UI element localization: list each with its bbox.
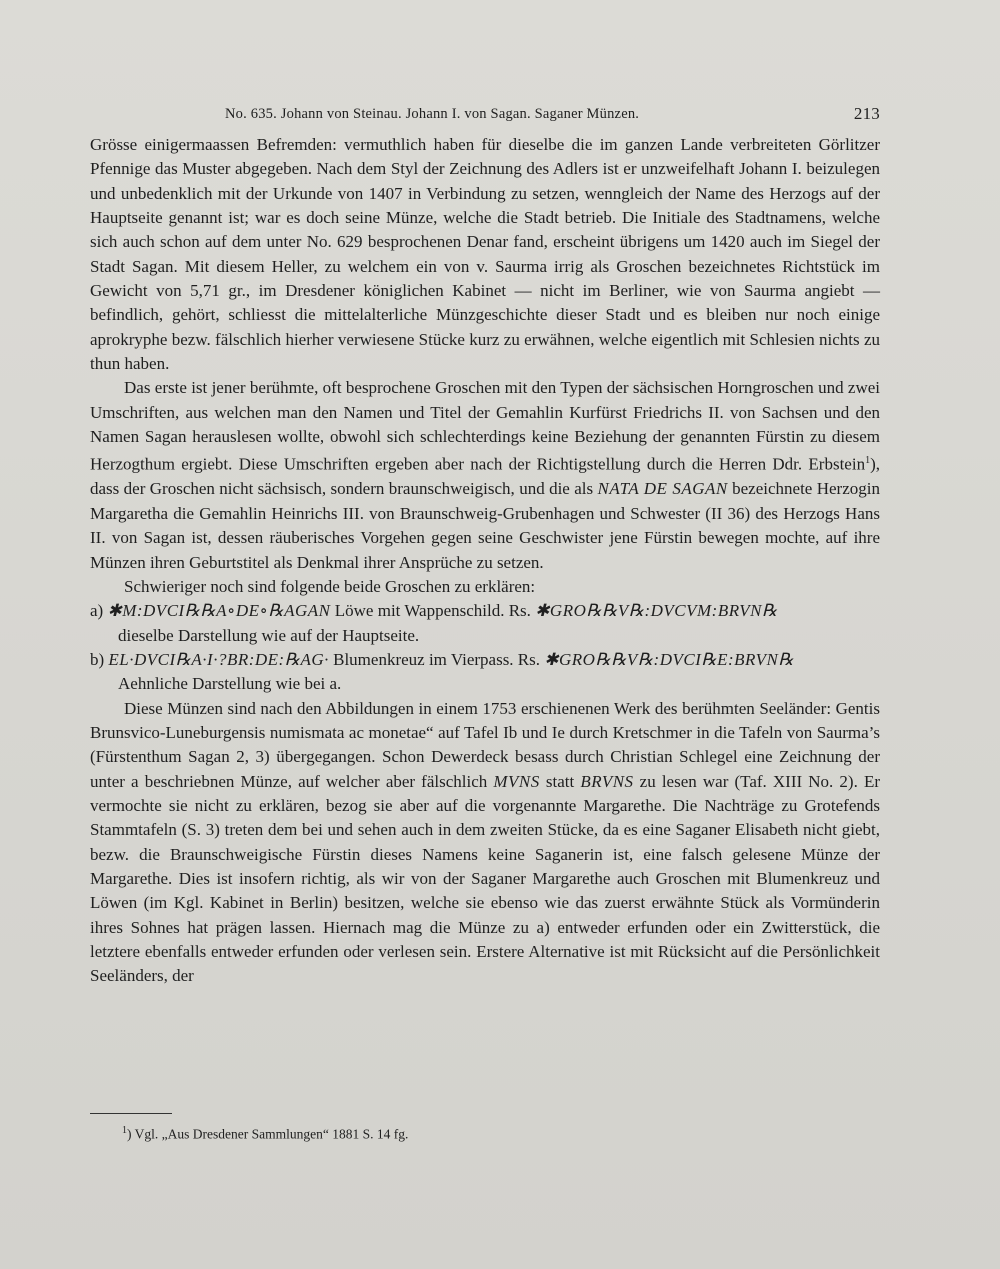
entry-a-label: a) [90,601,108,621]
entry-b-label: b) [90,649,109,669]
entry-a-obverse-inscription: ✱M:DVCI℞℞A∘DE∘℞AGAN [107,601,331,621]
inscription-bruns: BRVNS [580,771,634,791]
paragraph-4-part-b: statt [539,771,581,791]
running-title: No. 635. Johann von Steinau. Johann I. von Sagan. Saganer Münzen. [225,106,640,122]
paragraph-2-part-c: bezeichnete Herzogin Margaretha die Gemahlin Heinrichs III. von Braunschweig-Grubenhagen und Schwester (II 36) des Herzogs Hans II. von Sagan ist, dessen räuberisches Vorgehen gegen seine Geschwister jene Fürstin bewegen mochte, auf ihre Münzen ihren Geburtstitel als Denkmal ihrer Ansprüche zu setzen. [90,479,880,572]
page-header [90,104,880,130]
paragraph-4-part-a: Diese Münzen sind nach den Abbildungen in einem 1753 erschienenen Werk des berühmten Seeländer: Gentis Brunsvico-Luneburgensis numismata ac monetae“ auf Tafel Ib und Ie durch Kretschmer in die Tafeln von Saurma’s (Fürstenthum Sagan 2, 3) übergegangen. Schon Dewerdeck besass durch Christian Schlegel eine Zeichnung der unter a beschriebnen Münze, auf welcher aber fälschlich [90,698,880,791]
inscription-nata-de-sagan: NATA DE SAGAN [597,479,728,499]
paragraph-1: Grösse einigermaassen Befremden: vermuthlich haben für dieselbe die im ganzen Lande verbreiteten Görlitzer Pfennige das Muster abgegeben. Nach dem Styl der Zeichnung des Adlers ist er unzweifelhaft Johann I. beizulegen und unbedenklich mit der Urkunde von 1407 in Verbindung zu setzen, wenngleich der Name des Herzogs auf der Hauptseite genannt ist; war es doch seine Münze, welche die Stadt betrieb. Die Initiale des Stadtnamens, welche sich auch schon auf dem unter No. 629 besprochenen Denar fand, erscheint übrigens um 1420 auch im Siegel der Stadt Sagan. Mit diesem Heller, zu welchem ein von v. Saurma irrig als Groschen bezeichnetes Richtstück im Gewicht von 5,71 gr., im Dresdener königlichen Kabinet — nicht im Berliner, wie von Saurma angiebt — befindlich, gehört, schliesst die mittelalterliche Münzgeschichte dieser Stadt und es bleiben nur noch einige aprokryphe bezw. fälschlich hierher verwiesene Stücke kurz zu erwähnen, welche eigentlich mit Schlesien nichts zu thun haben. [90,135,880,374]
paragraph-2-part-a: Das erste ist jener berühmte, oft besprochene Groschen mit den Typen der sächsischen Horngroschen und zwei Umschriften, aus welchen man den Namen und Titel der Gemahlin Kurfürst Friedrichs II. von Sachsen und den Namen Sagan herauslesen wollte, obwohl sich schlechterdings keine Beziehung der genannten Fürstin zu diesem Herzogthum ergiebt. Diese Umschriften ergeben aber nach der Richtigstellung durch die Herren Ddr. Erbstein [90,378,880,475]
footnote-text: ) Vgl. „Aus Dresdener Sammlungen“ 1881 S. 14 fg. [127,1126,409,1142]
entry-a-reverse-inscription: ✱GRO℞℞V℞:DVCVM:BRVN℞ [535,601,778,621]
inscription-mvns: MVNS [493,771,540,791]
page-number: 213 [853,104,880,123]
entry-a-description: dieselbe Darstellung wie auf der Hauptseite. [118,625,420,645]
entry-a-text: Löwe mit Wappenschild. Rs. [330,601,536,621]
paragraph-2-part-b: ), dass der Groschen nicht sächsisch, sondern braunschweigisch, und die als [90,455,880,499]
coin-entry-a [90,599,880,623]
paragraph-4 [90,697,880,989]
entry-b-reverse-inscription: ✱GRO℞℞V℞:DVCI℞E:BRVN℞ [544,649,795,669]
footnote-reference: 1 [865,455,871,467]
paragraph-3: Schwieriger noch sind folgende beide Groschen zu erklären: [124,576,536,596]
coin-entry-b [90,648,880,672]
entry-b-text: Blumenkreuz im Vierpass. Rs. [328,649,545,669]
paragraph-2 [90,376,880,574]
entry-b-description: Aehnliche Darstellung wie bei a. [118,674,342,694]
paragraph-4-part-c: zu lesen war (Taf. XIII No. 2). Er vermochte sie nicht zu erklären, bezog sie aber auf die vorgenannte Margarethe. Die Nachträge zu Grotefends Stammtafeln (S. 3) treten dem bei und sehen auch in dem zweiten Stücke, da es eine Saganer Elisabeth nicht giebt, bezw. die Braunschweigische Fürstin dieses Namens keine Saganerin ist, eine falsch gelesene Münze der Margarethe. Dies ist insofern richtig, als wir von der Saganer Margarethe auch Groschen mit Blumenkreuz und Löwen (im Kgl. Kabinet in Berlin) besitzen, welche sie ebenso wie das zuerst erwähnte Stück als Vormünderin ihres Sohnes hat prägen lassen. Hiernach mag die Münze zu a) entweder erfunden oder ein Zwitterstück, die letztere ebenfalls entweder erfunden oder verlesen sein. Erstere Alternative ist mit Rücksicht auf die Persönlichkeit Seeländers, der [90,771,880,986]
footnote-divider [90,1113,172,1114]
footnote [122,1125,408,1143]
entry-b-obverse-inscription: EL·DVCI℞A·I·?BR:DE:℞AG· [108,649,329,669]
body-text [90,133,880,989]
footnote-mark: 1 [122,1125,127,1136]
